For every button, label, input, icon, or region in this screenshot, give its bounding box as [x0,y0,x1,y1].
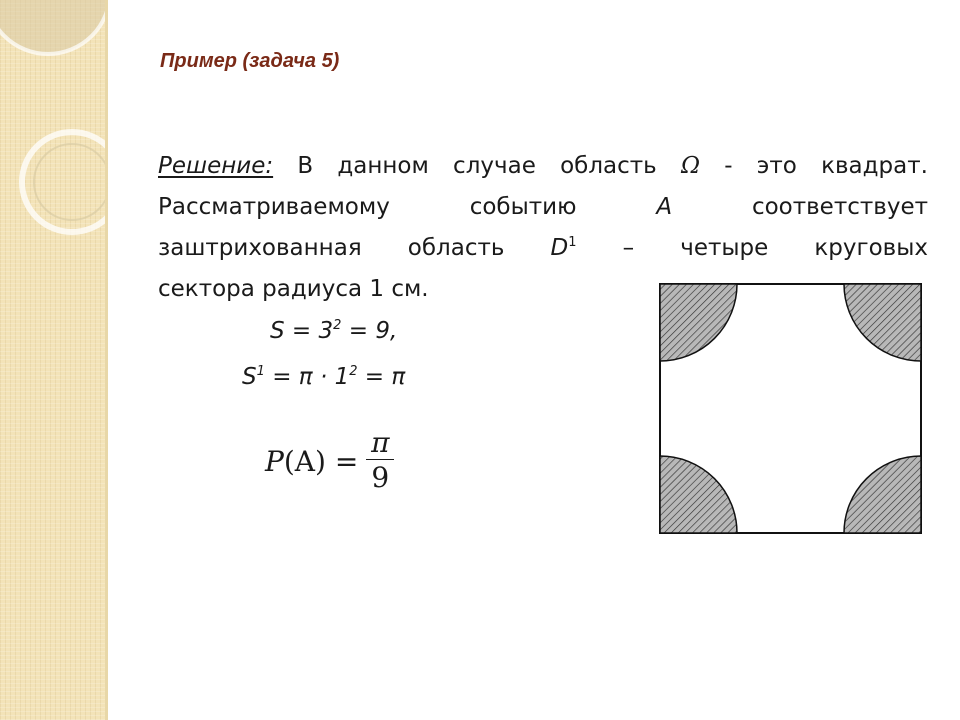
word: - [724,153,733,179]
solution-label: Решение: [158,153,274,179]
decorative-rings [0,0,105,720]
word: это [756,153,797,179]
word: четыре [680,235,769,261]
formula-exponent: 2 [349,364,358,379]
region-symbol [551,228,577,269]
word: круговых [814,235,928,261]
formula-text: S [242,364,257,390]
formula-exponent: 2 [333,318,342,333]
formula-text: = 9, [341,318,398,344]
probability-formula [265,427,394,496]
paragraph-line-1 [158,146,928,187]
dash: – [622,235,635,261]
fraction [366,427,394,496]
paragraph-line-3 [158,228,928,269]
word: данном [337,153,429,179]
omega-symbol: Ω [680,153,701,179]
word: квадрат. [821,153,928,179]
formula-text: = π · 1 [264,364,350,390]
fraction-denominator: 9 [371,461,390,494]
paragraph-line-4: сектора радиуса 1 см. [158,276,429,302]
square-with-sectors-figure [659,283,923,535]
word: случае [453,153,536,179]
event-symbol: A [656,194,673,220]
word: область [560,153,657,179]
fraction-numerator: π [371,426,390,459]
word: соответствует [751,194,928,220]
formula-text: = π [357,364,406,390]
sectors-area-formula [242,364,405,390]
paragraph-line-2 [158,187,928,228]
word: Рассматриваемому [158,194,390,220]
probability-p: P [265,445,284,478]
region-letter: D [550,235,569,261]
word: заштрихованная [158,235,362,261]
word: событию [469,194,577,220]
square-area-formula [270,318,397,344]
probability-args: (A) = [283,445,359,478]
formula-text: S = 3 [270,318,334,344]
probability-lhs [265,445,358,478]
word: В [297,153,314,179]
side-panel-edge [105,0,108,720]
formula-index: 1 [256,364,265,379]
decorative-side-panel [0,0,105,720]
word: область [407,235,505,261]
region-index: 1 [568,235,577,250]
slide-title: Пример (задача 5) [160,50,340,72]
